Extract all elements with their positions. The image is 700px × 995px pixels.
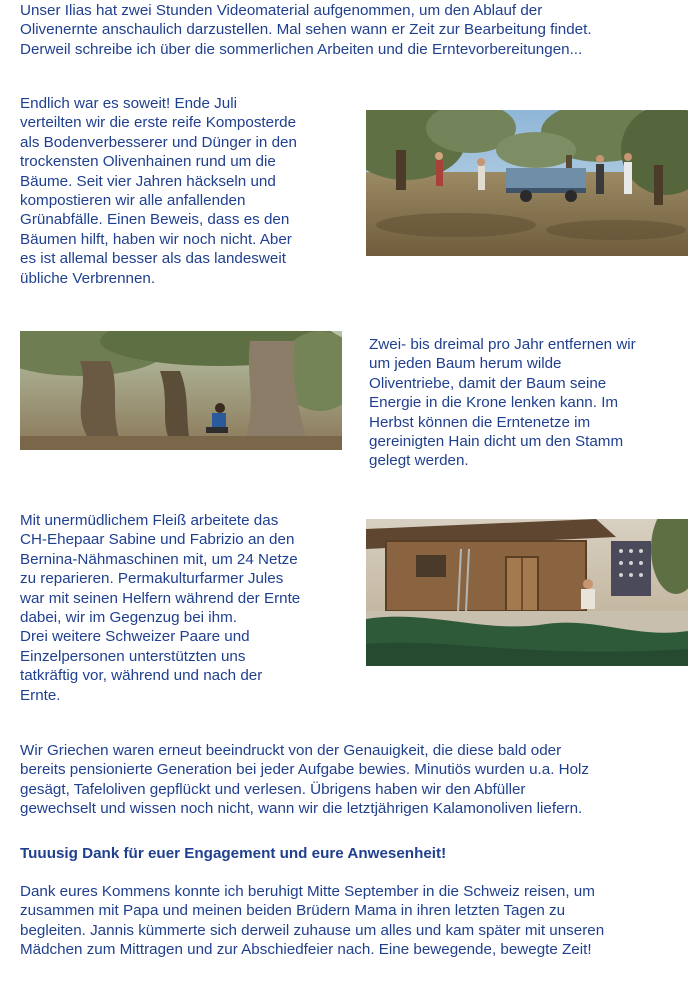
shoot-removal-paragraph bbox=[369, 335, 689, 471]
text-line: als Bodenverbesserer und Dünger in den bbox=[20, 133, 297, 151]
text-line: Herbst können die Erntenetze im bbox=[369, 413, 591, 431]
text-line: Dank eures Kommens konnte ich beruhigt Mitte September in die Schweiz reisen, um bbox=[20, 883, 595, 900]
text-line: begleiten. Jannis kümmerte sich derweil zuhause um alles und kam später mit unseren bbox=[20, 921, 605, 939]
text-line: gereinigten Hain dicht um den Stamm bbox=[369, 433, 624, 451]
greek-impression-paragraph bbox=[20, 741, 690, 819]
text-line: gelegt werden. bbox=[369, 452, 469, 470]
text-line: Energie in die Krone lenken kann. Im bbox=[369, 394, 619, 412]
compost-spreading-photo bbox=[366, 110, 688, 256]
text-line: Bäume. Seit vier Jahren häckseln und bbox=[20, 172, 276, 190]
text-line: Drei weitere Schweizer Paare und bbox=[20, 628, 250, 646]
text-line: tatkräftig vor, während und nach der bbox=[20, 667, 263, 685]
intro-paragraph bbox=[20, 1, 690, 59]
text-line: übliche Verbrennen. bbox=[20, 269, 156, 287]
text-line: Olivenernte anschaulich darzustellen. Mal sehen wann er Zeit zur Bearbeitung findet. bbox=[20, 21, 592, 39]
text-line: war mit seinen Helfern während der Ernte bbox=[20, 589, 301, 607]
text-line: gesägt, Tafeloliven gepflückt und verlesen. Übrigens haben wir den Abfüller bbox=[20, 780, 526, 798]
net-repair-hut-photo bbox=[366, 519, 688, 666]
olive-shoot-clearing-photo bbox=[20, 331, 342, 450]
text-line: Bernina-Nähmaschinen mit, um 24 Netze bbox=[20, 550, 298, 568]
text-line: Einzelpersonen unterstützten uns bbox=[20, 647, 246, 665]
text-line: Grünabfälle. Einen Beweis, dass es den bbox=[20, 211, 290, 229]
net-repair-paragraph bbox=[20, 511, 350, 705]
text-line: es ist allemal besser als das landesweit bbox=[20, 250, 286, 268]
text-line: gewechselt und wissen noch nicht, wann wir die letztjährigen Kalamonoliven liefern. bbox=[20, 800, 583, 818]
text-line: trockensten Olivenhainen rund um die bbox=[20, 153, 276, 171]
text-line: Wir Griechen waren erneut beeindruckt von der Genauigkeit, die diese bald oder bbox=[20, 742, 562, 759]
text-line: zusammen mit Papa und meinen beiden Brüdern Mama in ihren letzten Tagen zu bbox=[20, 902, 566, 920]
text-line: dabei, wir im Gegenzug bei ihm. bbox=[20, 609, 237, 627]
text-line: Bäumen hilft, haben wir noch nicht. Aber bbox=[20, 230, 292, 248]
text-line: zu reparieren. Permakulturfarmer Jules bbox=[20, 570, 284, 588]
text-line: Zwei- bis dreimal pro Jahr entfernen wir bbox=[369, 336, 636, 353]
text-line: Endlich war es soweit! Ende Juli bbox=[20, 95, 237, 112]
compost-paragraph bbox=[20, 94, 350, 288]
text-line: Mit unermüdlichem Fleiß arbeitete das bbox=[20, 512, 279, 529]
text-line: Derweil schreibe ich über die sommerlichen Arbeiten und die Erntevorbereitungen... bbox=[20, 40, 583, 58]
text-line: bereits pensionierte Generation bei jeder Aufgabe bewies. Minutiös wurden u.a. Holz bbox=[20, 761, 590, 779]
text-line: CH-Ehepaar Sabine und Fabrizio an den bbox=[20, 531, 295, 549]
text-line: kompostieren wir alle anfallenden bbox=[20, 192, 246, 210]
text-line: Unser Ilias hat zwei Stunden Videomaterial aufgenommen, um den Ablauf der bbox=[20, 2, 543, 19]
text-line: Mädchen zum Mittragen und zur Abschiedfeier nach. Eine bewegende, bewegte Zeit! bbox=[20, 941, 592, 959]
thanks-heading: Tuuusig Dank für euer Engagement und eure Anwesenheit! bbox=[20, 845, 447, 862]
text-line: um jeden Baum herum wilde bbox=[369, 355, 562, 373]
text-line: Oliventriebe, damit der Baum seine bbox=[369, 374, 607, 392]
text-line: Ernte. bbox=[20, 686, 61, 704]
text-line: verteilten wir die erste reife Komposterde bbox=[20, 114, 297, 132]
closing-paragraph bbox=[20, 882, 690, 960]
